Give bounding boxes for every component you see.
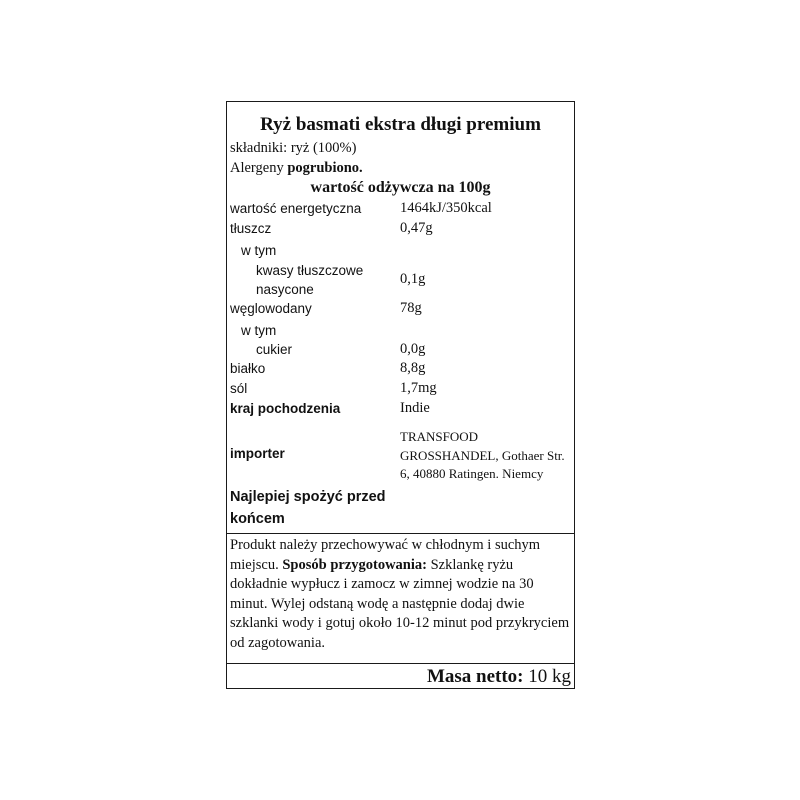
fat-value: 0,47g bbox=[400, 220, 433, 236]
importer-value bbox=[400, 428, 575, 484]
divider-description bbox=[227, 533, 574, 534]
origin-label: kraj pochodzenia bbox=[230, 401, 341, 416]
importer-line-2: GROSSHANDEL, Gothaer Str. bbox=[400, 447, 565, 463]
energy-label: wartość energetyczna bbox=[230, 201, 362, 216]
divider-net-mass bbox=[227, 663, 574, 664]
allergens-text bbox=[230, 160, 363, 177]
protein-value: 8,8g bbox=[400, 360, 426, 376]
allergens-prefix: Alergeny bbox=[230, 160, 288, 176]
sugar-label: cukier bbox=[256, 342, 293, 357]
description-part1: Produkt należy przechowywać w chłodnym i suchym miejscu. bbox=[230, 537, 541, 573]
net-mass-value: 10 kg bbox=[523, 666, 571, 687]
salt-label: sól bbox=[230, 381, 248, 396]
saturated-value: 0,1g bbox=[400, 271, 426, 287]
importer-line-1: TRANSFOOD bbox=[400, 429, 479, 444]
product-title: Ryż basmati ekstra długi premium bbox=[260, 114, 541, 135]
nutrition-header: wartość odżywcza na 100g bbox=[310, 179, 491, 196]
allergens-bold: pogrubiono. bbox=[287, 160, 363, 176]
description-bold: Sposób przygotowania: bbox=[282, 556, 427, 573]
ingredients-text: składniki: ryż (100%) bbox=[230, 140, 357, 156]
description-part2: Szklankę ryżu dokładnie wypłucz i zamocz w zimnej wodzie na 30 minut. Wylej odstaną wodę a następnie dodaj dwie szklanki wody i gotuj około 10-12 minut pod przykryciem od zagotowania. bbox=[230, 556, 570, 651]
net-mass bbox=[427, 666, 571, 688]
carbs-of-which-label: w tym bbox=[241, 323, 277, 338]
origin-value: Indie bbox=[400, 400, 430, 416]
description-text bbox=[230, 536, 572, 654]
fat-of-which-label: w tym bbox=[241, 243, 277, 258]
best-before-text: Najlepiej spożyć przed końcem bbox=[230, 489, 386, 527]
salt-value: 1,7mg bbox=[400, 380, 437, 396]
net-mass-label: Masa netto: bbox=[426, 666, 524, 687]
sugar-value: 0,0g bbox=[400, 341, 426, 357]
saturated-label-line2: nasycone bbox=[256, 282, 314, 297]
importer-label: importer bbox=[230, 446, 285, 461]
saturated-label-line1: kwasy tłuszczowe bbox=[256, 263, 364, 278]
energy-value: 1464kJ/350kcal bbox=[400, 200, 492, 216]
carbs-label: węglowodany bbox=[230, 301, 312, 316]
carbs-value: 78g bbox=[400, 300, 422, 316]
importer-line-3: 6, 40880 Ratingen. Niemcy bbox=[400, 466, 544, 481]
product-label bbox=[226, 101, 575, 689]
protein-label: białko bbox=[230, 361, 266, 376]
fat-label: tłuszcz bbox=[230, 221, 272, 236]
